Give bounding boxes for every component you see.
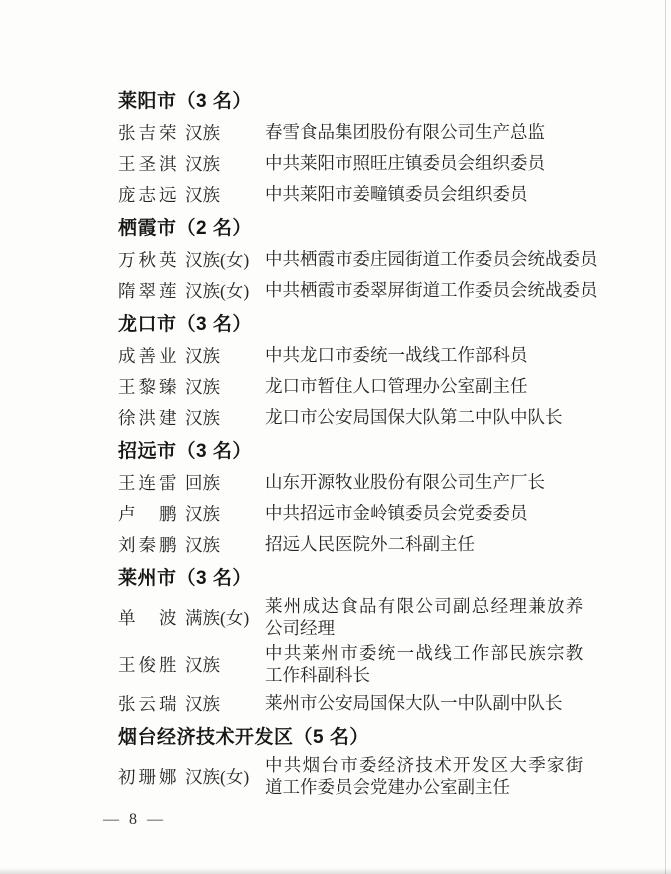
person-row <box>118 688 598 719</box>
person-ethnicity: 汉族 <box>185 377 220 397</box>
person-position-line: 招远人民医院外二科副主任 <box>265 533 475 554</box>
person-name: 王俊胜 <box>118 655 180 675</box>
person-name: 庞志远 <box>118 185 180 205</box>
person-row <box>118 340 598 371</box>
person-row <box>118 753 598 800</box>
person-ethnicity: 汉族 <box>185 123 220 143</box>
person-name: 成善业 <box>118 346 180 366</box>
section-entries <box>118 244 598 306</box>
person-row <box>118 244 598 275</box>
section-entries <box>118 594 598 719</box>
person-name: 初珊娜 <box>118 767 180 787</box>
section-heading: 莱阳市（3 名） <box>118 91 252 112</box>
person-ethnicity: 汉族(女) <box>185 281 250 301</box>
person-row <box>118 117 598 148</box>
section-heading: 烟台经济技术开发区（5 名） <box>118 727 369 748</box>
city-section <box>118 213 598 306</box>
person-name: 王黎臻 <box>118 377 180 397</box>
person-position <box>265 472 598 494</box>
person-position-line: 春雪食品集团股份有限公司生产总监 <box>265 121 545 142</box>
person-position-line: 莱州成达食品有限公司副总经理兼放养 <box>265 596 585 616</box>
section-heading: 栖霞市（2 名） <box>118 218 252 239</box>
person-ethnicity: 汉族 <box>185 154 220 174</box>
person-position-line: 道工作委员会党建办公室副主任 <box>265 776 510 797</box>
person-position <box>265 503 598 525</box>
person-name: 张吉荣 <box>118 123 180 143</box>
person-position-line: 中共莱州市委统一战线工作部民族宗教 <box>265 643 585 663</box>
person-position-line: 中共烟台市委经济技术开发区大季家街 <box>265 755 585 775</box>
person-position <box>265 184 598 206</box>
person-name: 张云瑞 <box>118 694 180 714</box>
person-position <box>265 280 598 302</box>
section-entries <box>118 753 598 800</box>
person-name: 王圣淇 <box>118 154 180 174</box>
person-name: 万秋英 <box>118 250 180 270</box>
city-section <box>118 309 598 433</box>
city-section <box>118 722 598 800</box>
person-ethnicity: 汉族 <box>185 694 220 714</box>
person-row <box>118 275 598 306</box>
person-name: 徐洪建 <box>118 408 180 428</box>
person-ethnicity: 汉族 <box>185 535 220 555</box>
person-name: 刘秦鹏 <box>118 535 180 555</box>
person-position-line: 龙口市公安局国保大队第二中队中队长 <box>265 406 563 427</box>
person-position <box>265 249 598 271</box>
person-row <box>118 594 598 641</box>
person-position-line: 中共莱阳市照旺庄镇委员会组织委员 <box>265 152 545 173</box>
city-section <box>118 86 598 210</box>
section-heading: 龙口市（3 名） <box>118 314 252 335</box>
person-position-line: 莱州市公安局国保大队一中队副中队长 <box>265 692 563 713</box>
person-ethnicity: 汉族(女) <box>185 250 250 270</box>
person-row <box>118 179 598 210</box>
section-entries <box>118 340 598 433</box>
person-ethnicity: 汉族 <box>185 185 220 205</box>
person-row <box>118 498 598 529</box>
person-position <box>265 534 598 556</box>
person-position <box>265 153 598 175</box>
person-ethnicity: 回族 <box>185 473 220 493</box>
person-ethnicity: 汉族 <box>185 408 220 428</box>
section-heading: 莱州市（3 名） <box>118 568 252 589</box>
city-section <box>118 436 598 560</box>
person-position-line: 公司经理 <box>265 617 335 638</box>
person-ethnicity: 汉族 <box>185 655 220 675</box>
person-position <box>265 693 598 715</box>
person-row <box>118 467 598 498</box>
person-position-line: 工作科副科长 <box>265 664 370 685</box>
scan-artifact-line <box>665 0 666 874</box>
person-name: 卢 鹏 <box>118 504 180 524</box>
person-position <box>265 643 598 686</box>
person-row <box>118 402 598 433</box>
person-position-line: 龙口市暂住人口管理办公室副主任 <box>265 375 528 396</box>
person-row <box>118 371 598 402</box>
section-entries <box>118 467 598 560</box>
person-name: 隋翠莲 <box>118 281 180 301</box>
section-heading: 招远市（3 名） <box>118 441 252 462</box>
city-section <box>118 563 598 719</box>
person-position-line: 中共栖霞市委庄园街道工作委员会统战委员 <box>265 248 598 269</box>
person-row <box>118 148 598 179</box>
roster-list <box>118 86 598 800</box>
person-ethnicity: 汉族 <box>185 346 220 366</box>
person-row <box>118 529 598 560</box>
person-name: 单 波 <box>118 608 180 628</box>
person-position-line: 中共栖霞市委翠屏街道工作委员会统战委员 <box>265 279 598 300</box>
person-position-line: 中共招远市金岭镇委员会党委委员 <box>265 502 528 523</box>
person-position-line: 中共莱阳市姜疃镇委员会组织委员 <box>265 183 528 204</box>
person-position <box>265 122 598 144</box>
person-position <box>265 596 598 639</box>
section-entries <box>118 117 598 210</box>
page-number: — 8 — <box>103 811 166 828</box>
person-position <box>265 376 598 398</box>
person-position-line: 山东开源牧业股份有限公司生产厂长 <box>265 471 545 492</box>
person-ethnicity: 汉族 <box>185 504 220 524</box>
person-position <box>265 407 598 429</box>
person-position <box>265 345 598 367</box>
person-position-line: 中共龙口市委统一战线工作部科员 <box>265 344 528 365</box>
scan-artifact-shade <box>0 868 671 874</box>
person-row <box>118 641 598 688</box>
person-name: 王连雷 <box>118 473 180 493</box>
person-ethnicity: 汉族(女) <box>185 767 250 787</box>
person-ethnicity: 满族(女) <box>185 608 250 628</box>
person-position <box>265 755 598 798</box>
